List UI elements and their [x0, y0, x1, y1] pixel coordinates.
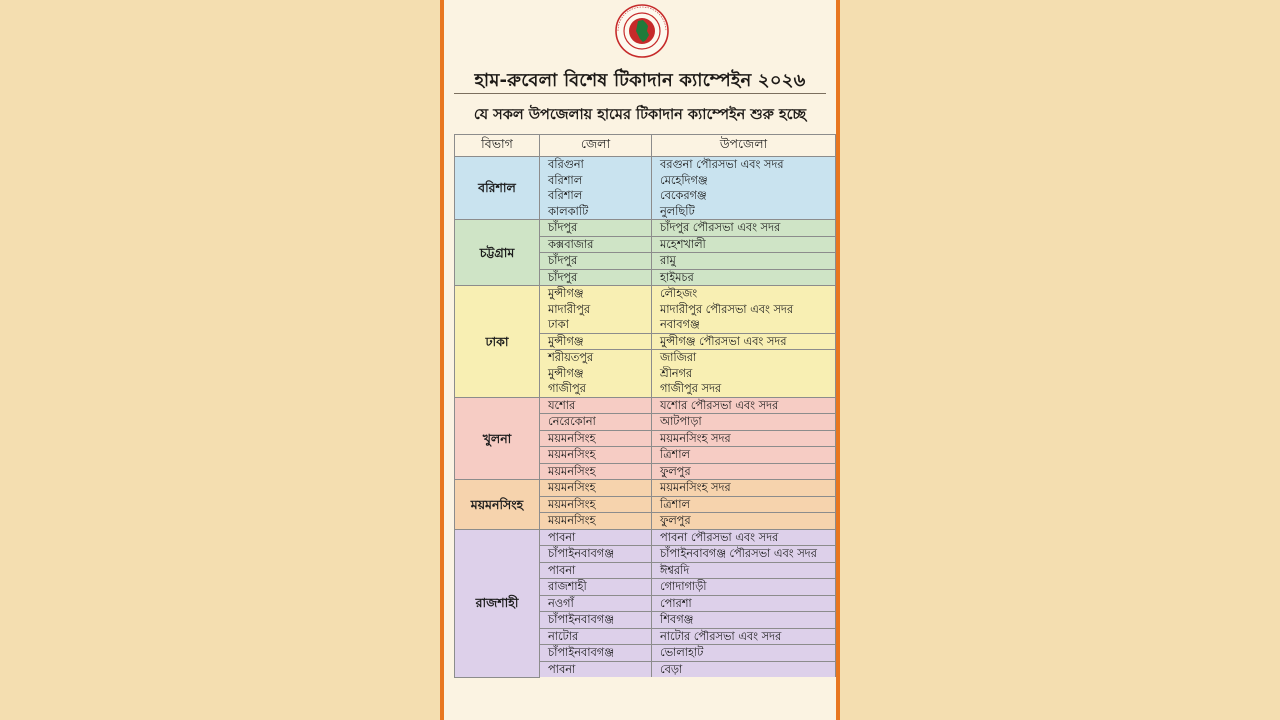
division-cell: বরিশাল: [455, 157, 540, 220]
district-cell: চাঁদপুর: [540, 269, 652, 286]
district-cell: মাদারীপুর: [540, 302, 652, 318]
upazila-table-container: [454, 134, 835, 678]
district-cell: গাজীপুর: [540, 381, 652, 397]
header-upazila: উপজেলা: [652, 135, 836, 157]
district-cell: ময়মনসিংহ: [540, 447, 652, 464]
division-cell: ময়মনসিংহ: [455, 480, 540, 530]
district-cell: ঢাকা: [540, 317, 652, 333]
upazila-cell: বেকেরগঞ্জ: [652, 188, 836, 204]
district-cell: পাবনা: [540, 661, 652, 677]
district-cell: কালকাটি: [540, 204, 652, 220]
upazila-cell: মেহেদিগঞ্জ: [652, 173, 836, 189]
upazila-cell: নুলছিটি: [652, 204, 836, 220]
table-row: [455, 220, 836, 237]
division-cell: খুলনা: [455, 397, 540, 480]
district-cell: নওগাঁ: [540, 595, 652, 612]
upazila-cell: ফুলপুর: [652, 513, 836, 530]
upazila-table: [454, 134, 836, 678]
division-cell: ঢাকা: [455, 286, 540, 398]
district-cell: বরিশাল: [540, 173, 652, 189]
district-cell: যশোর: [540, 397, 652, 414]
district-cell: ময়মনসিংহ: [540, 513, 652, 530]
upazila-cell: রামু: [652, 253, 836, 270]
header-district: জেলা: [540, 135, 652, 157]
district-cell: ময়মনসিংহ: [540, 496, 652, 513]
upazila-cell: ঈশ্বরদি: [652, 562, 836, 579]
division-cell: চট্টগ্রাম: [455, 220, 540, 286]
upazila-cell: গোদাগাড়ী: [652, 579, 836, 596]
district-cell: ময়মনসিংহ: [540, 430, 652, 447]
district-cell: নাটোর: [540, 628, 652, 645]
upazila-cell: লৌহজং: [652, 286, 836, 302]
district-cell: মুন্সীগঞ্জ: [540, 366, 652, 382]
upazila-cell: পাবনা পৌরসভা এবং সদর: [652, 529, 836, 546]
district-cell: বরিগুনা: [540, 157, 652, 173]
upazila-cell: হাইমচর: [652, 269, 836, 286]
upazila-cell: ময়মনসিংহ সদর: [652, 480, 836, 497]
header-division: বিভাগ: [455, 135, 540, 157]
upazila-cell: জাজিরা: [652, 350, 836, 366]
government-seal-icon: [615, 4, 669, 58]
upazila-cell: মুন্সীগঞ্জ পৌরসভা এবং সদর: [652, 333, 836, 350]
district-cell: পাবনা: [540, 529, 652, 546]
poster-subtitle: যে সকল উপজেলায় হামের টিকাদান ক্যাম্পেইন শুরু হচ্ছে: [473, 107, 807, 123]
district-cell: চাঁপাইনবাবগঞ্জ: [540, 612, 652, 629]
district-cell: চাঁদপুর: [540, 220, 652, 237]
table-row: [455, 286, 836, 302]
upazila-cell: ময়মনসিংহ সদর: [652, 430, 836, 447]
upazila-cell: ত্রিশাল: [652, 496, 836, 513]
upazila-cell: শিবগঞ্জ: [652, 612, 836, 629]
upazila-cell: নবাবগঞ্জ: [652, 317, 836, 333]
upazila-cell: পোরশা: [652, 595, 836, 612]
upazila-cell: ভোলাহাট: [652, 645, 836, 662]
upazila-cell: ত্রিশাল: [652, 447, 836, 464]
upazila-cell: বরগুনা পৌরসভা এবং সদর: [652, 157, 836, 173]
district-cell: ময়মনসিংহ: [540, 480, 652, 497]
district-cell: কক্সবাজার: [540, 236, 652, 253]
table-row: [455, 480, 836, 497]
upazila-cell: চাঁপাইনবাবগঞ্জ পৌরসভা এবং সদর: [652, 546, 836, 563]
title-divider: [454, 93, 826, 94]
upazila-cell: গাজীপুর সদর: [652, 381, 836, 397]
upazila-cell: মাদারীপুর পৌরসভা এবং সদর: [652, 302, 836, 318]
district-cell: বরিশাল: [540, 188, 652, 204]
district-cell: রাজশাহী: [540, 579, 652, 596]
district-cell: শরীয়তপুর: [540, 350, 652, 366]
upazila-cell: ফুলপুর: [652, 463, 836, 480]
table-header-row: [455, 135, 836, 157]
upazila-cell: মহেশখালী: [652, 236, 836, 253]
upazila-cell: শ্রীনগর: [652, 366, 836, 382]
upazila-cell: যশোর পৌরসভা এবং সদর: [652, 397, 836, 414]
upazila-cell: আটপাড়া: [652, 414, 836, 431]
table-body: [455, 157, 836, 678]
division-cell: রাজশাহী: [455, 529, 540, 677]
district-cell: ময়মনসিংহ: [540, 463, 652, 480]
district-cell: চাঁপাইনবাবগঞ্জ: [540, 546, 652, 563]
district-cell: চাঁদপুর: [540, 253, 652, 270]
table-row: [455, 157, 836, 173]
district-cell: পাবনা: [540, 562, 652, 579]
district-cell: নেরেকোনা: [540, 414, 652, 431]
upazila-cell: চাঁদপুর পৌরসভা এবং সদর: [652, 220, 836, 237]
district-cell: মুন্সীগঞ্জ: [540, 333, 652, 350]
campaign-poster: [440, 0, 840, 720]
upazila-cell: নাটোর পৌরসভা এবং সদর: [652, 628, 836, 645]
poster-title: হাম-রুবেলা বিশেষ টিকাদান ক্যাম্পেইন ২০২৬: [474, 70, 806, 91]
table-row: [455, 397, 836, 414]
upazila-cell: বেড়া: [652, 661, 836, 677]
district-cell: চাঁপাইনবাবগঞ্জ: [540, 645, 652, 662]
table-row: [455, 529, 836, 546]
district-cell: মুন্সীগঞ্জ: [540, 286, 652, 302]
